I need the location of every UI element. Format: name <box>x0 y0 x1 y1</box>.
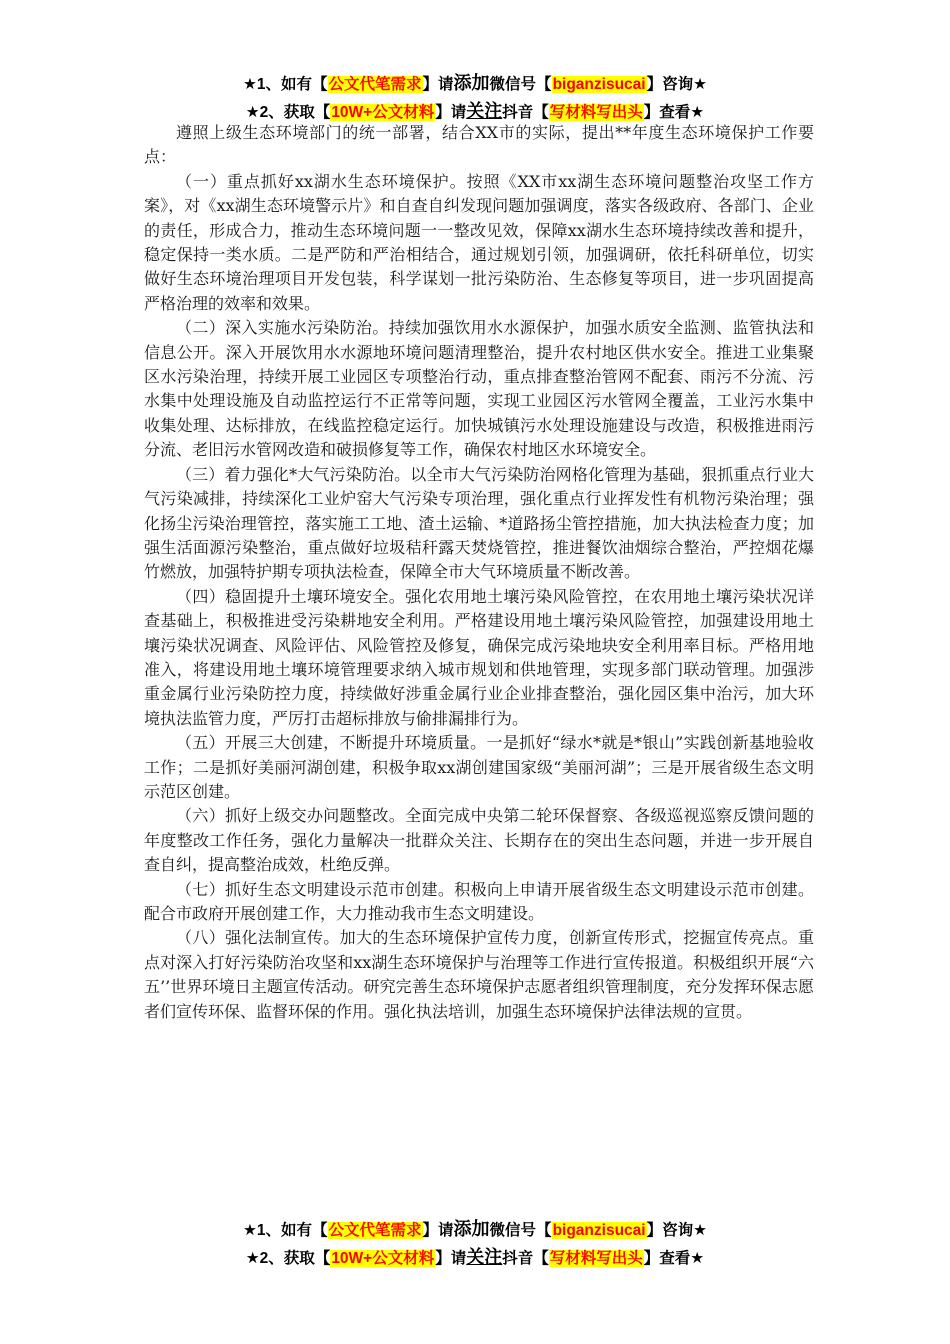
promo-text: 】请 <box>435 1250 467 1267</box>
promo-text: 】请 <box>422 76 454 93</box>
body-paragraph-4: （四）稳固提升土壤环境安全。强化农用地土壤污染风险管控，在农用地土壤污染状况详查基础上，积极推进受污染耕地安全利用。严格建设用地土壤污染风险管控，加强建设用地土壤污染状况调查、风险评估、风险管控及修复，确保完成污染地块安全利用率目标。严格用地准入，将建设用地土壤环境管理要求纳入城市规划和供地管理，实现多部门联动管理。加强涉重金属行业污染防控力度，持续做好涉重金属行业企业排查整治，强化园区集中治污，加大环境执法监管力度，严厉打击超标排放与偷排漏排行为。 <box>144 586 814 728</box>
promo-text: 微信号【 <box>489 76 552 93</box>
promo-text: ★1、如有【 <box>242 76 328 93</box>
promo-text: 微信号【 <box>489 1222 552 1239</box>
promo-highlight: 10W+公文材料 <box>331 104 435 121</box>
promo-text: 】咨询★ <box>646 1222 707 1239</box>
promo-emphasis: 添加 <box>453 1219 490 1239</box>
promo-highlight: biganzisucai <box>552 1222 646 1239</box>
promo-text: ★1、如有【 <box>242 1222 328 1239</box>
document-body <box>144 121 814 1024</box>
promo-text: 抖音【 <box>502 1250 549 1267</box>
promo-emphasis: 关注 <box>466 101 503 121</box>
promo-text: 】咨询★ <box>646 76 707 93</box>
promo-text: 】请 <box>422 1222 454 1239</box>
promo-highlight: 公文代笔需求 <box>328 76 422 93</box>
body-paragraph-6: （六）抓好上级交办问题整改。全面完成中央第二轮环保督察、各级巡视巡察反馈问题的年度整改工作任务，强化力量解决一批群众关注、长期存在的突出生态问题，并进一步开展自查自纠，提高整治成效，杜绝反弹。 <box>144 806 814 875</box>
promo-highlight: 10W+公文材料 <box>331 1250 435 1267</box>
body-paragraph-3: （三）着力强化*大气污染防治。以全市大气污染防治网格化管理为基础，狠抓重点行业大气污染减排，持续深化工业炉窑大气污染专项治理，强化重点行业挥发性有机物污染治理；强化扬尘污染治理管控，落实施工工地、渣土运输、*道路扬尘管控措施，加大执法检查力度；加强生活面源污染整治，重点做好垃圾秸秆露天焚烧管控，推进餐饮油烟综合整治，严控烟花爆竹燃放，加强特护期专项执法检查，保障全市大气环境质量不断改善。 <box>144 464 814 582</box>
promo-text: ★2、获取【 <box>245 1250 331 1267</box>
body-paragraph-5: （五）开展三大创建，不断提升环境质量。一是抓好“绿水*就是*银山”实践创新基地验收工作；二是抓好美丽河湖创建，积极争取xx湖创建国家级“美丽河湖”；三是开展省级生态文明示范区创建。 <box>144 733 814 801</box>
body-paragraph-7: （七）抓好生态文明建设示范市创建。积极向上申请开展省级生态文明建设示范市创建。配合市政府开展创建工作，大力推动我市生态文明建设。 <box>144 879 814 923</box>
promo-line-1 <box>0 1216 950 1244</box>
promo-text: 】查看★ <box>643 1250 705 1267</box>
promo-line-2 <box>0 1244 950 1272</box>
body-paragraph-8: （八）强化法制宣传。加大的生态环境保护宣传力度，创新宣传形式，挖掘宣传亮点。重点对深入打好污染防治攻坚和xx湖生态环境保护与治理等工作进行宣传报道。积极组织开展“六五’’世界环境日主题宣传活动。研究完善生态环境保护志愿者组织管理制度，充分发挥环保志愿者们宣传环保、监督环保的作用。强化执法培训，加强生态环境保护法律法规的宣贯。 <box>144 928 814 1021</box>
promo-banner-bottom <box>0 1216 950 1272</box>
promo-highlight: 写材料写出头 <box>549 1250 643 1267</box>
promo-text: ★2、获取【 <box>245 104 331 121</box>
promo-text: 抖音【 <box>502 104 549 121</box>
intro-paragraph: 遵照上级生态环境部门的统一部署，结合XX市的实际，提出**年度生态环境保护工作要点： <box>144 123 814 167</box>
promo-banner-top <box>0 70 950 126</box>
promo-emphasis: 添加 <box>453 73 490 93</box>
body-paragraph-1: （一）重点抓好xx湖水生态环境保护。按照《XX市xx湖生态环境问题整治攻坚工作方案》，对《xx湖生态环境警示片》和自查自纠发现问题加强调度，落实各级政府、各部门、企业的责任，形成合力，推动生态环境问题一一整改见效，保障xx湖水生态环境持续改善和提升，稳定保持一类水质。二是严防和严治相结合，通过规划引领，加强调研，依托科研单位，切实做好生态环境治理项目开发包装，科学谋划一批污染防治、生态修复等项目，进一步巩固提高严格治理的效率和效果。 <box>144 171 814 313</box>
body-paragraph-2: （二）深入实施水污染防治。持续加强饮用水水源保护，加强水质安全监测、监管执法和信息公开。深入开展饮用水水源地环境问题清理整治，提升农村地区供水安全。推进工业集聚区水污染治理，持续开展工业园区专项整治行动，重点排查整治管网不配套、雨污不分流、污水集中处理设施及自动监控运行不正常等问题，实现工业园区污水管网全覆盖，工业污水集中收集处理、达标排放，在线监控稳定运行。加快城镇污水处理设施建设与改造，积极推进雨污分流、老旧污水管网改造和破损修复等工作，确保农村地区水环境安全。 <box>144 318 814 460</box>
promo-highlight: 写材料写出头 <box>549 104 643 121</box>
promo-highlight: biganzisucai <box>552 76 646 93</box>
promo-emphasis: 关注 <box>466 1247 503 1267</box>
promo-line-1 <box>0 70 950 98</box>
promo-text: 】请 <box>435 104 467 121</box>
promo-text: 】查看★ <box>643 104 705 121</box>
promo-highlight: 公文代笔需求 <box>328 1222 422 1239</box>
